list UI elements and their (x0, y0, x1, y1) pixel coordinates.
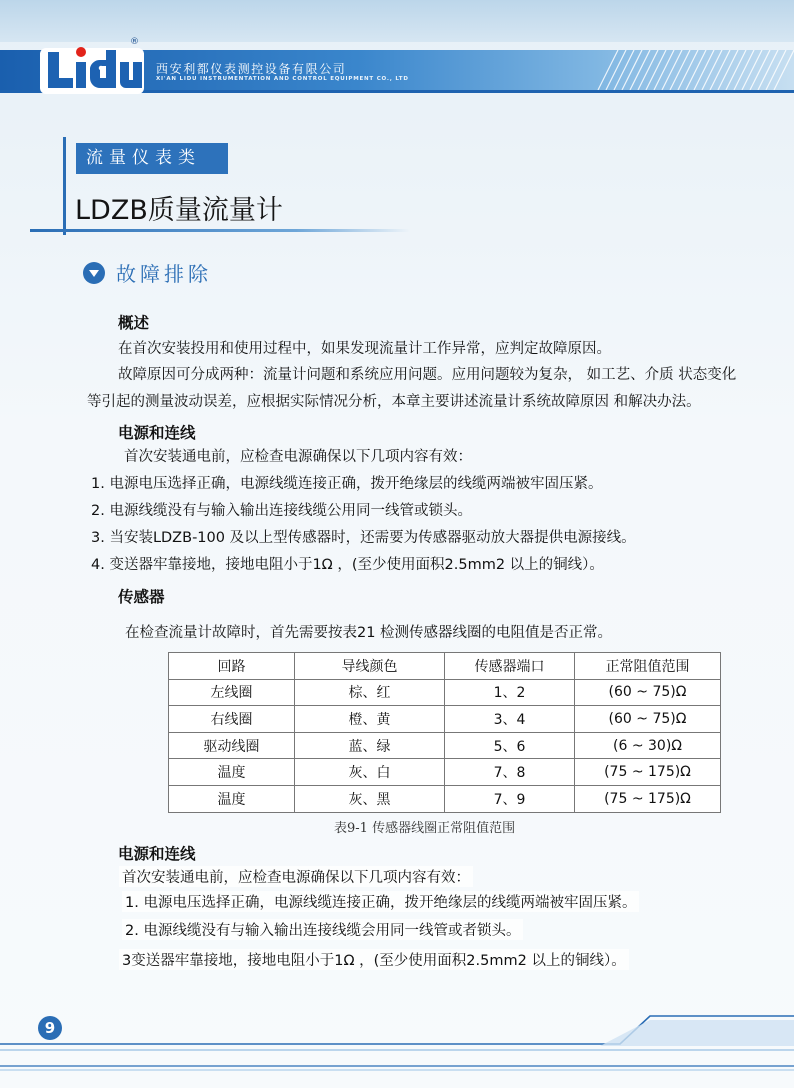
company-name-en: XI'AN LIDU INSTRUMENTATION AND CONTROL EQUIPMENT CO., LTD (156, 76, 409, 82)
list-item: 4. 变送器牢靠接地，接地电阻小于1Ω ，(至少使用面积2.5mm2 以上的铜线）。 (91, 557, 604, 573)
table-cell: 棕、红 (295, 679, 445, 706)
table-row (169, 759, 721, 786)
table-cell: 7、9 (445, 785, 575, 812)
footer-band (0, 1014, 794, 1088)
table-header-cell: 导线颜色 (295, 653, 445, 680)
table-cell: (60 ~ 75)Ω (575, 706, 721, 733)
chevron-down-icon (83, 262, 105, 284)
registered-mark: ® (130, 37, 139, 47)
power-intro: 首次安装通电前，应检查电源确保以下几项内容有效： (124, 449, 472, 465)
power-heading: 电源和连线 (118, 845, 196, 863)
table-cell: 驱动线圈 (169, 732, 295, 759)
list-item: 2. 电源线缆没有与输入输出连接线缆会用同一线管或者锁头。 (122, 919, 523, 940)
table-cell: 灰、白 (295, 759, 445, 786)
table-caption: 表9-1 传感器线圈正常阻值范围 (334, 821, 516, 836)
table-header-cell: 传感器端口 (445, 653, 575, 680)
sensor-intro: 在检查流量计故障时，首先需要按表21 检测传感器线圈的电阻值是否正常。 (125, 625, 613, 641)
table-row (169, 732, 721, 759)
table-header-cell: 回路 (169, 653, 295, 680)
table-row (169, 679, 721, 706)
list-item: 1. 电源电压选择正确，电源线缆连接正确，拨开绝缘层的线缆两端被牢固压紧。 (122, 891, 639, 912)
table-cell: 右线圈 (169, 706, 295, 733)
table-cell: 5、6 (445, 732, 575, 759)
list-item: 3变送器牢靠接地，接地电阻小于1Ω ，(至少使用面积2.5mm2 以上的铜线）。 (119, 949, 629, 970)
header-decorative-stripes (588, 50, 794, 90)
table-cell: 1、2 (445, 679, 575, 706)
heading-horizontal-rule (30, 229, 410, 232)
table-cell: 温度 (169, 785, 295, 812)
table-cell: 温度 (169, 759, 295, 786)
table-header-row (169, 653, 721, 680)
table-header-cell: 正常阻值范围 (575, 653, 721, 680)
table-row (169, 706, 721, 733)
overview-paragraph: 故障原因可分成两种：流量计问题和系统应用问题。应用问题较为复杂， 如工艺、介质 状态变化 (118, 367, 737, 383)
table-row (169, 785, 721, 812)
power-intro: 首次安装通电前，应检查电源确保以下几项内容有效： (119, 866, 473, 887)
table-cell: 3、4 (445, 706, 575, 733)
table-cell: 7、8 (445, 759, 575, 786)
table-cell: (75 ~ 175)Ω (575, 785, 721, 812)
overview-paragraph: 在首次安装投用和使用过程中，如果发现流量计工作异常，应判定故障原因。 (118, 341, 611, 357)
list-item: 2. 电源线缆没有与输入输出连接线缆公用同一线管或锁头。 (91, 503, 472, 519)
category-label: 流量仪表类 (76, 143, 228, 174)
section-heading: 故障排除 (116, 262, 212, 286)
overview-paragraph: 等引起的测量波动误差，应根据实际情况分析，本章主要讲述流量计系统故障原因 和解决办法。 (87, 394, 701, 410)
table-cell: (60 ~ 75)Ω (575, 679, 721, 706)
company-name-cn: 西安利都仪表测控设备有限公司 (156, 62, 347, 76)
sensor-heading: 传感器 (118, 588, 165, 606)
table-cell: 灰、黑 (295, 785, 445, 812)
coil-resistance-table (168, 652, 721, 813)
heading-vertical-rule (63, 137, 66, 235)
page-number: 9 (38, 1016, 62, 1040)
table-cell: 左线圈 (169, 679, 295, 706)
power-heading: 电源和连线 (118, 424, 196, 442)
list-item: 3. 当安装LDZB-100 及以上型传感器时，还需要为传感器驱动放大器提供电源接线。 (91, 530, 636, 546)
table-cell: (75 ~ 175)Ω (575, 759, 721, 786)
table-cell: (6 ~ 30)Ω (575, 732, 721, 759)
header-top-band (0, 0, 794, 42)
table-cell: 蓝、绿 (295, 732, 445, 759)
overview-heading: 概述 (118, 314, 150, 332)
table-cell: 橙、黄 (295, 706, 445, 733)
list-item: 1. 电源电压选择正确，电源线缆连接正确，拨开绝缘层的线缆两端被牢固压紧。 (91, 476, 603, 492)
page-title: LDZB质量流量计 (75, 195, 283, 226)
